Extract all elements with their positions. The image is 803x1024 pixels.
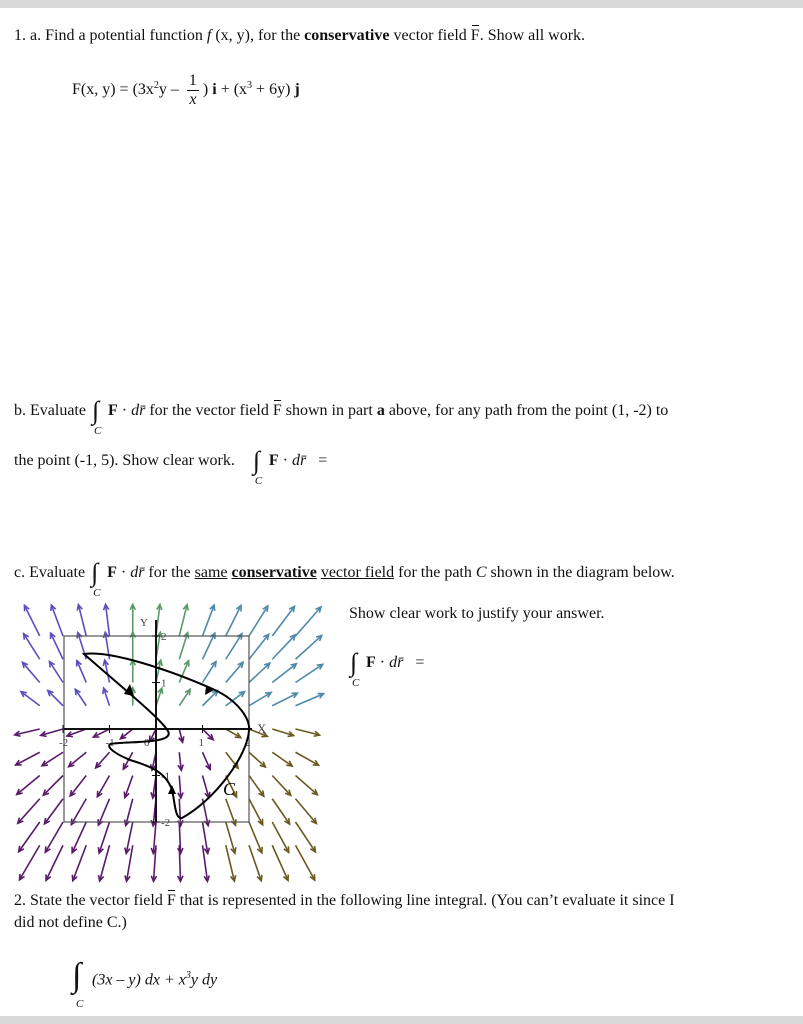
field-arrow [203,605,215,636]
formula-F [72,72,300,109]
field-arrow [51,633,63,659]
vector-F: F [470,27,480,44]
field-arrow [71,799,86,825]
text: a [376,402,385,419]
field-arrow [51,605,63,636]
field-arrow [49,661,63,682]
instruction: Show clear work to justify your answer. [349,605,605,622]
text: shown in the diagram below. [486,564,675,581]
field-arrow [226,752,238,768]
text: for the vector field [145,402,273,419]
field-arrow [226,799,236,825]
question-1c [14,558,675,599]
integral-sign: ∫ [72,957,82,994]
field-arrow [226,605,241,636]
field-arrow [272,664,296,683]
text: · [117,402,132,419]
text: 2 [153,79,159,91]
field-arrow [272,635,295,659]
y-tick-label: -1 [161,770,171,783]
field-arrow [18,799,40,824]
text: x [189,91,197,108]
bottom-border [0,1016,803,1024]
x-tick-label: 0 [144,737,150,749]
question-2-line2: did not define C.) [14,914,127,931]
direction-arrow-icon [168,785,176,794]
field-arrow [44,799,63,824]
text: · [375,654,390,671]
text: C [352,677,360,689]
field-arrow [24,634,40,660]
y-tick-label: -2 [161,817,171,829]
text: for the path [394,564,476,581]
field-arrow [296,776,318,795]
field-arrow [48,691,63,706]
text: the point (-1, 5). Show clear work. [14,452,235,469]
text: (3x – y) dx + x [92,971,186,989]
text: C [475,564,487,581]
integral [252,446,265,487]
text: vector field [389,27,471,44]
text: F [166,892,176,909]
text: . Show all work. [479,27,586,44]
text: 1. a. Find a potential function [14,27,207,44]
field-arrow [203,633,215,659]
field-arrow [78,605,86,636]
field-arrow [70,776,86,796]
field-arrow [296,752,319,765]
field-arrow [21,692,40,706]
text: C [254,475,263,487]
field-arrow [272,822,288,852]
text: that is represented in the following line integral. (You can’t evaluate it since I [175,892,675,909]
text: vector field [320,564,395,581]
fraction [187,72,199,109]
question-1b-line2 [14,446,328,487]
text: c. Evaluate [14,564,86,581]
field-arrow [296,694,324,706]
text: = [415,654,425,671]
integral-sign: ∫ [91,396,100,425]
y-axis-label: Y [140,617,148,629]
field-arrow [249,752,265,767]
field-arrow [226,662,243,682]
text: dr̄ [130,564,145,581]
field-arrow [272,606,294,636]
integral [72,957,88,1010]
text: 2. State the vector field [14,892,167,909]
text: 3 [185,970,191,981]
question-1b [14,396,669,437]
field-arrow [43,776,63,796]
text: F [107,402,118,419]
field-arrow [296,607,321,636]
text: 3 [247,79,253,91]
field-arrow [272,799,289,824]
question-2 [14,891,675,911]
field-arrow [179,605,187,636]
text: F [272,402,282,419]
text: dr̄ [291,452,307,469]
text: F [268,452,279,469]
text: conservative [304,27,390,44]
text: F(x, y) = (3x [72,81,154,99]
text: f [206,27,212,44]
text: j [294,81,300,99]
integral-sign: ∫ [252,446,260,475]
field-arrow [72,822,86,853]
x-tick-label: -2 [59,737,69,749]
field-arrow [45,822,63,852]
x-tick-label: 2 [245,737,251,749]
text: + 6y) [252,81,291,99]
field-arrow [272,776,291,796]
integral-sign: ∫ [91,558,99,587]
field-arrow [249,606,268,636]
field-arrow [249,776,264,797]
text: · [116,564,131,581]
field-arrow [24,605,39,636]
x-tick-label: 1 [198,737,204,749]
field-arrow [296,635,322,659]
field-arrow [69,752,87,766]
field-arrow [296,822,316,852]
text: C [93,425,102,437]
question-1a [14,26,585,46]
field-arrow [226,634,242,660]
y-tick-label: 2 [161,631,167,643]
text: 1 [188,72,197,89]
y-tick-label: 1 [161,677,167,690]
text: dr̄ [389,654,404,671]
field-arrow [272,693,297,706]
field-arrow [98,799,109,825]
text: F [366,654,376,671]
text: = [318,452,328,469]
text: y – [158,81,179,99]
field-arrow [249,693,271,706]
text: (x, y), for the [211,27,305,44]
text: above, for any path from the point (1, -2) to [384,402,669,419]
field-arrow [249,822,262,853]
field-arrow [22,662,39,682]
answer-integral [344,648,425,689]
text: for the [144,564,195,581]
field-arrow [249,663,270,682]
field-arrow [42,752,63,766]
text: + (x [216,81,248,99]
field-arrow [249,799,263,825]
text: same [194,564,228,581]
text: C [93,587,101,599]
field-arrow [96,752,110,768]
line-integral-2 [66,957,218,1010]
field-arrow [203,691,218,706]
x-axis-label: X [257,721,267,736]
field-arrow [17,776,40,795]
text: shown in part [281,402,377,419]
field-arrow [249,634,269,659]
curve-label: C [223,779,236,799]
field-arrow [203,661,217,682]
field-arrow [296,664,323,682]
text: C [76,998,84,1010]
integral [91,396,104,437]
integral-sign: ∫ [350,648,358,677]
field-arrow [97,776,109,797]
text: conservative [231,564,317,581]
text: F [107,564,117,581]
integral [350,648,362,689]
text: · [278,452,292,469]
text: dr̄ [131,402,146,419]
field-arrow [16,752,40,765]
field-arrow [19,822,40,852]
text: i [212,81,217,99]
text: ) [202,81,209,99]
text: y dy [190,971,218,989]
top-border [0,0,803,8]
x-tick-label: -1 [105,737,115,749]
field-arrow [272,752,292,766]
field-arrow [296,799,317,824]
vector-field-diagram [0,600,330,890]
integral [91,558,103,599]
text: b. Evaluate [14,402,86,419]
